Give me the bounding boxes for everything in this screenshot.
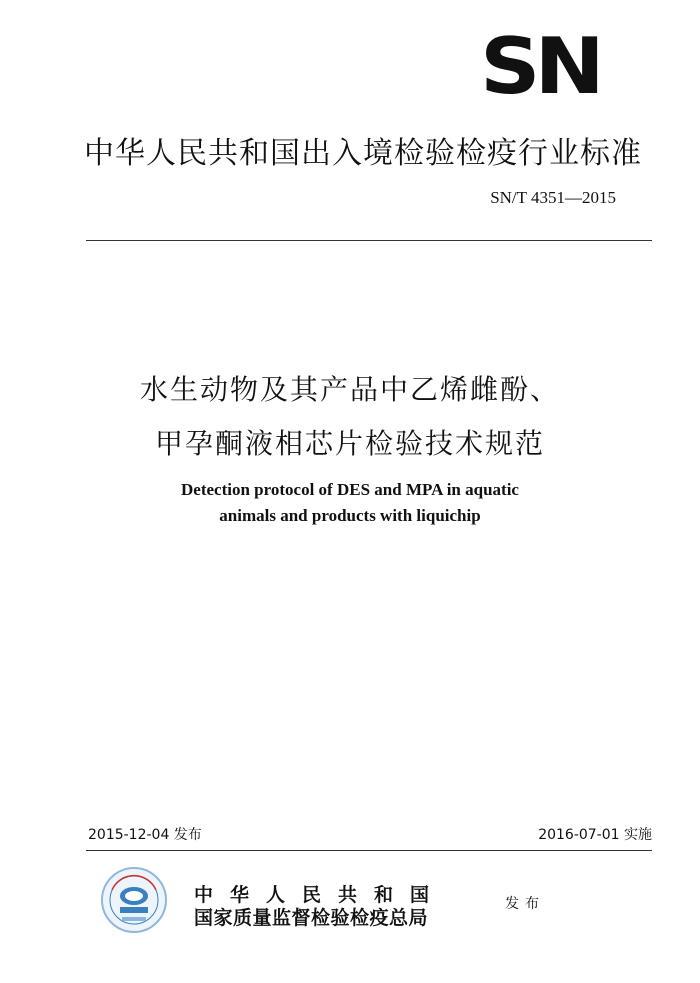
title-en-line2: animals and products with liquichip (219, 506, 481, 525)
implementation-date: 2016-07-01 实施 (538, 827, 652, 843)
org-header: 中华人民共和国出入境检验检疫行业标准 (84, 136, 642, 171)
issue-date: 2015-12-04 发布 (88, 827, 202, 843)
sn-logo-text: SN (480, 21, 599, 112)
bottom-divider (86, 850, 652, 851)
title-en-line1: Detection protocol of DES and MPA in aquatic (181, 480, 519, 499)
top-divider (86, 240, 652, 241)
title-cn-line1: 水生动物及其产品中乙烯雌酚、 (139, 373, 560, 406)
title-cn-line2: 甲孕酮液相芯片检验技术规范 (154, 427, 545, 460)
anti-counterfeit-seal-icon (100, 866, 168, 934)
standard-number: SN/T 4351—2015 (490, 188, 616, 207)
sn-logo (480, 21, 620, 112)
issuer-line2: 国家质量监督检验检疫总局 (194, 907, 429, 929)
publish-label: 发布 (505, 896, 545, 912)
issuer-line1: 中华人民共和国 (194, 884, 447, 906)
